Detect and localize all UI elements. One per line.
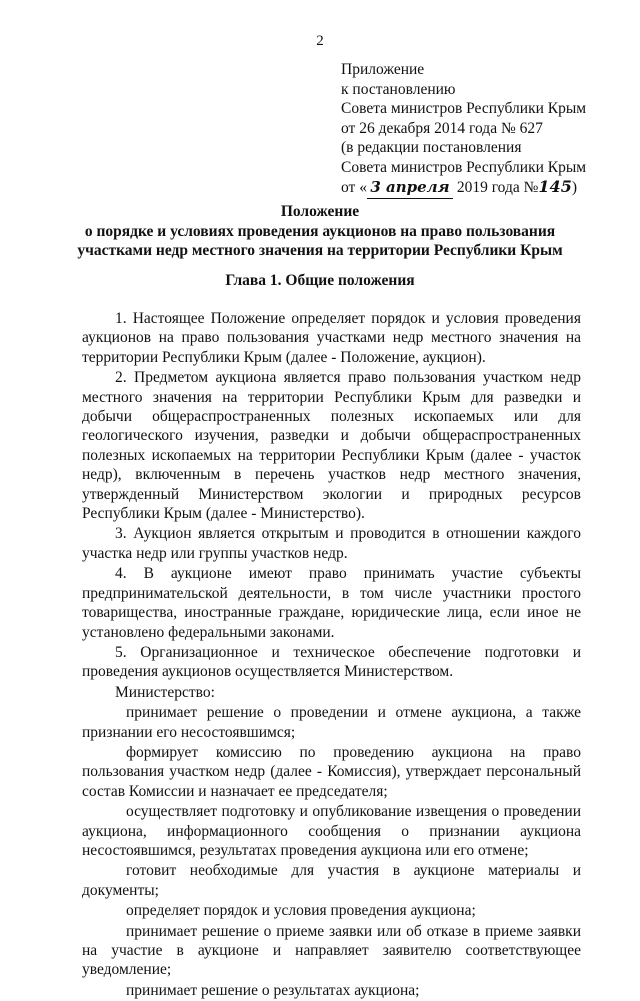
title-line: Положение: [280, 203, 360, 220]
paragraph: Министерство:: [115, 683, 215, 701]
appendix-line: от 26 декабря 2014 года № 627: [341, 119, 543, 137]
document-body: [82, 309, 581, 1001]
paragraph: 3. Аукцион является открытым и проводится в отношении каждого участка недр или группы участков недр.: [82, 525, 581, 562]
paragraph: 2. Предметом аукциона является право пользования участком недр местного значения на территории Республики Крым для разведки и добычи общераспространенных полезных ископаемых или для геологического изучения, разведки и добычи общераспространенных полезных ископаемых на территории Республики Крым (далее - участок недр), включенным в перечень участков недр местного значения, утвержденный Министерством экологии и природных ресурсов Республики Крым (далее - Министерство).: [82, 369, 581, 523]
appendix-amendment-line: [341, 177, 631, 199]
list-item: принимает решение о приеме заявки или об отказе в приеме заявки на участие в аукционе и направляет заявителю соответствующее уведомление;: [82, 922, 581, 979]
list-item: принимает решение о проведении и отмене аукциона, а также признании его несостоявшимся;: [82, 704, 581, 741]
list-item: принимает решение о результатах аукциона;: [126, 981, 420, 999]
appendix-line: Совета министров Республики Крым: [341, 158, 587, 176]
handwritten-number: 145: [538, 177, 572, 196]
list-item: осуществляет подготовку и опубликование извещения о проведении аукциона, информационного сообщения о признании аукциона несостоявшимся, результатах проведения аукциона или его отмене;: [82, 803, 581, 859]
appendix-line: к постановлению: [341, 80, 456, 98]
paragraph: 5. Организационное и техническое обеспечение подготовки и проведения аукционов осуществляется Министерством.: [82, 643, 581, 681]
appendix-line: (в редакции постановления: [341, 139, 522, 156]
handwritten-date: 3 апреля: [367, 178, 453, 199]
amendment-middle: 2019 года №: [452, 179, 539, 196]
page-number: 2: [316, 33, 324, 49]
title-line: о порядке и условиях проведения аукционов на право пользования: [84, 222, 556, 240]
document-title: [0, 202, 640, 261]
paragraph: 1. Настоящее Положение определяет порядок и условия проведения аукционов на право пользования участками недр местного значения на территории Республики Крым (далее - Положение, аукцион).: [82, 310, 581, 366]
amendment-prefix: от «: [341, 179, 367, 196]
appendix-line: Приложение: [341, 61, 425, 78]
title-line: участками недр местного значения на территории Республики Крым: [77, 242, 563, 259]
amendment-suffix: ): [571, 179, 577, 196]
chapter-heading: Глава 1. Общие положения: [225, 272, 415, 289]
paragraph: 4. В аукционе имеют право принимать участие субъекты предпринимательской деятельности, в том числе участники простого товарищества, иностранные граждане, юридические лица, если иное не установлено федеральными законами.: [82, 565, 581, 641]
list-item: определяет порядок и условия проведения аукциона;: [126, 902, 476, 920]
appendix-header: [341, 60, 631, 199]
appendix-line: Совета министров Республики Крым: [341, 100, 587, 117]
list-item: готовит необходимые для участия в аукционе материалы и документы;: [82, 862, 581, 899]
list-item: формирует комиссию по проведению аукциона на право пользования участком недр (далее - Комиссия), утверждает персональный состав Комиссии и назначает ее председателя;: [82, 743, 581, 800]
